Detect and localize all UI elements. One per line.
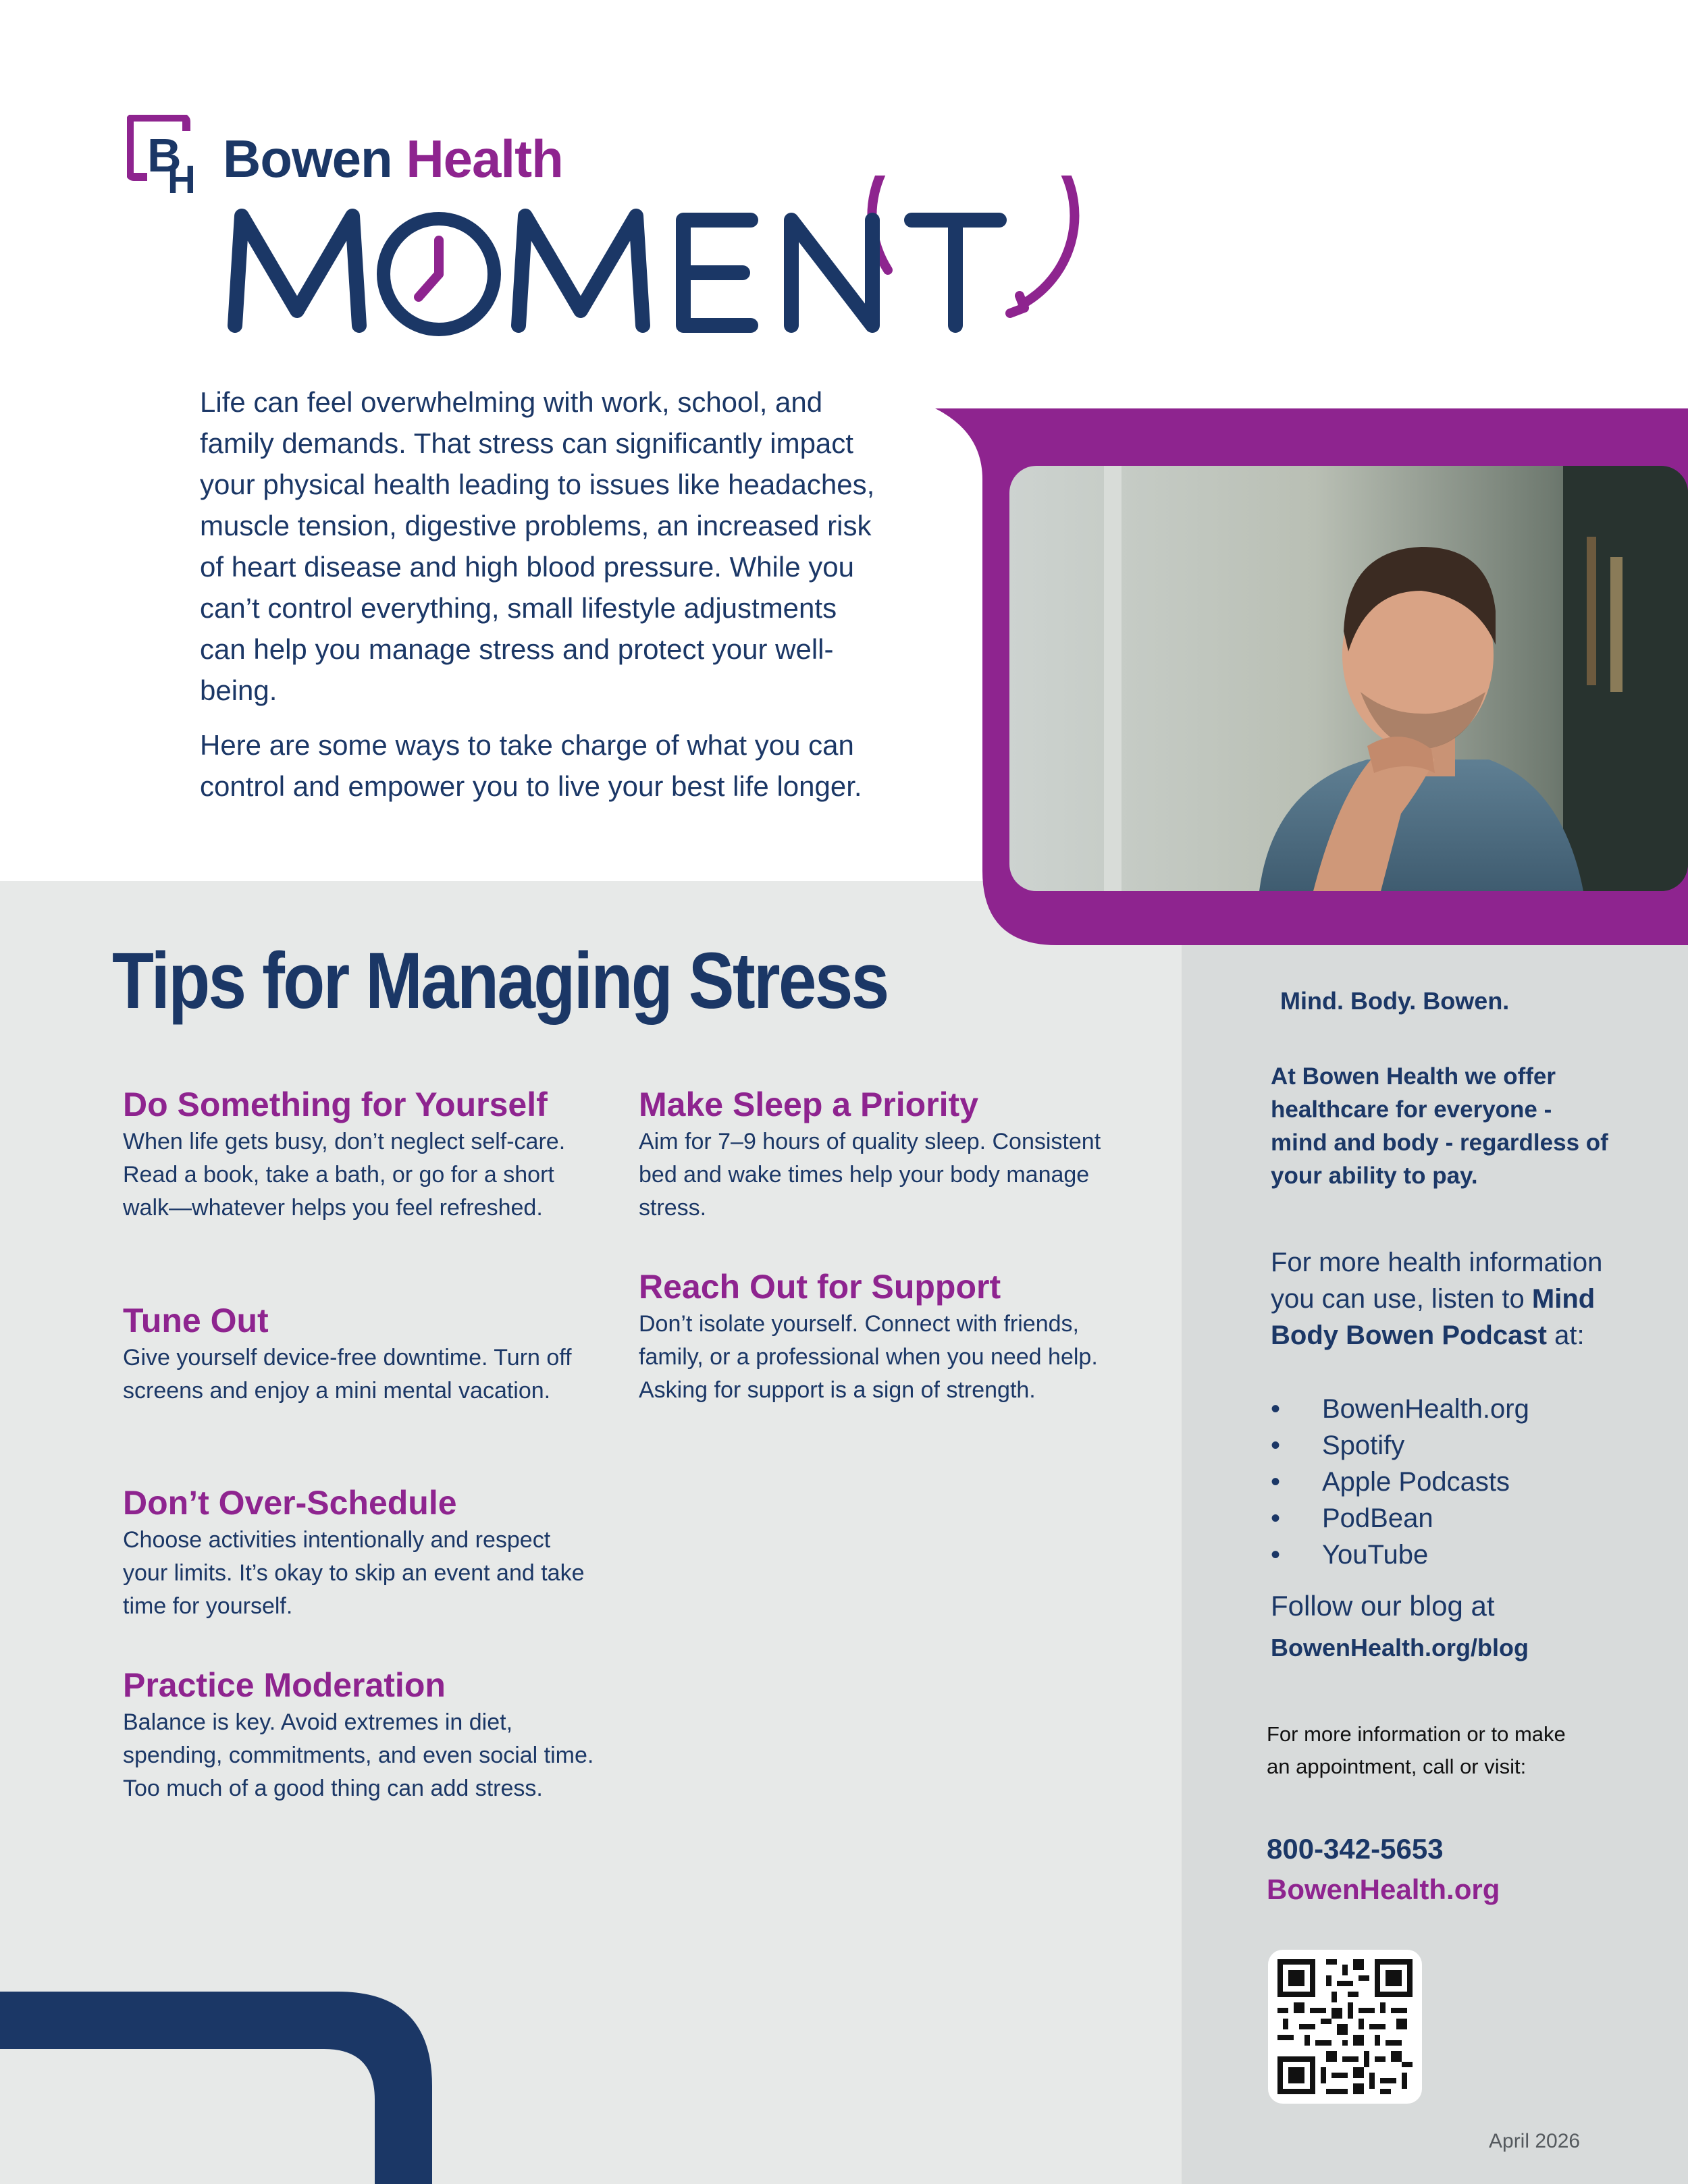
clock-icon xyxy=(384,219,494,329)
bullet: • xyxy=(1271,1540,1281,1570)
bullet: • xyxy=(1271,1431,1281,1460)
list-item xyxy=(1271,1500,1529,1537)
tip-item xyxy=(123,1664,596,1805)
tip-item xyxy=(123,1300,596,1408)
tip-heading: Don’t Over-Schedule xyxy=(123,1484,457,1522)
tip-item xyxy=(123,1482,596,1623)
list-item xyxy=(1271,1537,1529,1573)
circular-arrow-icon xyxy=(872,176,1074,313)
brand-word-health: Health xyxy=(406,129,563,188)
bullet: • xyxy=(1271,1503,1281,1533)
issue-date: April 2026 xyxy=(1489,2130,1581,2152)
bullet: • xyxy=(1271,1394,1281,1424)
corner-decoration xyxy=(0,1992,432,2184)
tip-body: When life gets busy, don’t neglect self-care. Read a book, take a bath, or go for a short walk—whatever helps you feel refreshed. xyxy=(123,1129,566,1221)
hero-photo xyxy=(935,408,1688,945)
tip-heading: Make Sleep a Priority xyxy=(639,1086,979,1123)
sidebar-tagline: Mind. Body. Bowen. xyxy=(1280,987,1510,1015)
moment-wordmark xyxy=(223,176,1101,344)
svg-text:H: H xyxy=(167,158,196,196)
intro-paragraph: Here are some ways to take charge of what you can control and empower you to live your best life longer. xyxy=(200,729,862,802)
platform-name: YouTube xyxy=(1322,1540,1429,1570)
tip-heading: Practice Moderation xyxy=(123,1666,446,1704)
tip-body: Balance is key. Avoid extremes in diet, spending, commitments, and even social time. Too much of a good thing can add stress. xyxy=(123,1709,594,1801)
list-item xyxy=(1271,1391,1529,1427)
intro-paragraph: Life can feel overwhelming with work, school, and family demands. That stress can significantly impact your physical health leading to issues like headaches, muscle tension, digestive problems, an increased risk of heart disease and high blood pressure. While you can’t control everything, small lifestyle adjustments can help you manage stress and protect your well-being. xyxy=(200,386,875,706)
tip-item xyxy=(639,1084,1111,1225)
svg-text:B: B xyxy=(147,129,182,182)
blog-link[interactable]: BowenHealth.org/blog xyxy=(1271,1634,1529,1661)
tip-heading: Reach Out for Support xyxy=(639,1268,1001,1306)
tip-body: Choose activities intentionally and respect your limits. It’s okay to skip an event and take time for yourself. xyxy=(123,1527,585,1619)
brand-word-bowen: Bowen xyxy=(223,129,392,188)
tip-heading: Tune Out xyxy=(123,1302,269,1339)
blog-label: Follow our blog at xyxy=(1271,1590,1495,1622)
bh-monogram-icon xyxy=(127,115,211,196)
platform-name: PodBean xyxy=(1322,1503,1433,1533)
contact-text: For more information or to make an appointment, call or visit: xyxy=(1267,1722,1566,1778)
tips-title: Tips for Managing Stress xyxy=(112,936,888,1026)
tip-item xyxy=(123,1084,596,1225)
qr-code[interactable] xyxy=(1268,1950,1422,2104)
platform-name: Apple Podcasts xyxy=(1322,1467,1510,1497)
podcast-intro xyxy=(1271,1244,1622,1354)
podcast-at: at: xyxy=(1554,1321,1585,1350)
podcast-name: Mind Body Bowen Podcast xyxy=(1271,1284,1595,1350)
website-link[interactable]: BowenHealth.org xyxy=(1267,1873,1500,1905)
podcast-intro-text: For more health information you can use, listen to xyxy=(1271,1248,1603,1314)
list-item xyxy=(1271,1464,1529,1500)
list-item xyxy=(1271,1427,1529,1464)
sidebar-offer-text: At Bowen Health we offer healthcare for everyone - mind and body - regardless of your ability to pay. xyxy=(1271,1063,1608,1189)
phone-number[interactable]: 800-342-5653 xyxy=(1267,1833,1444,1865)
tip-heading: Do Something for Yourself xyxy=(123,1086,548,1123)
intro-text xyxy=(200,381,875,820)
bullet: • xyxy=(1271,1467,1281,1497)
tip-item xyxy=(639,1266,1111,1407)
platform-name: BowenHealth.org xyxy=(1322,1394,1529,1424)
tip-body: Give yourself device-free downtime. Turn off screens and enjoy a mini mental vacation. xyxy=(123,1345,572,1404)
qr-code-icon xyxy=(1277,1959,1413,2094)
tip-body: Don’t isolate yourself. Connect with friends, family, or a professional when you need help. Asking for support is a sign of strength. xyxy=(639,1311,1098,1403)
podcast-platform-list xyxy=(1271,1391,1529,1573)
tip-body: Aim for 7–9 hours of quality sleep. Consistent bed and wake times help your body manage stress. xyxy=(639,1129,1101,1221)
platform-name: Spotify xyxy=(1322,1431,1405,1460)
